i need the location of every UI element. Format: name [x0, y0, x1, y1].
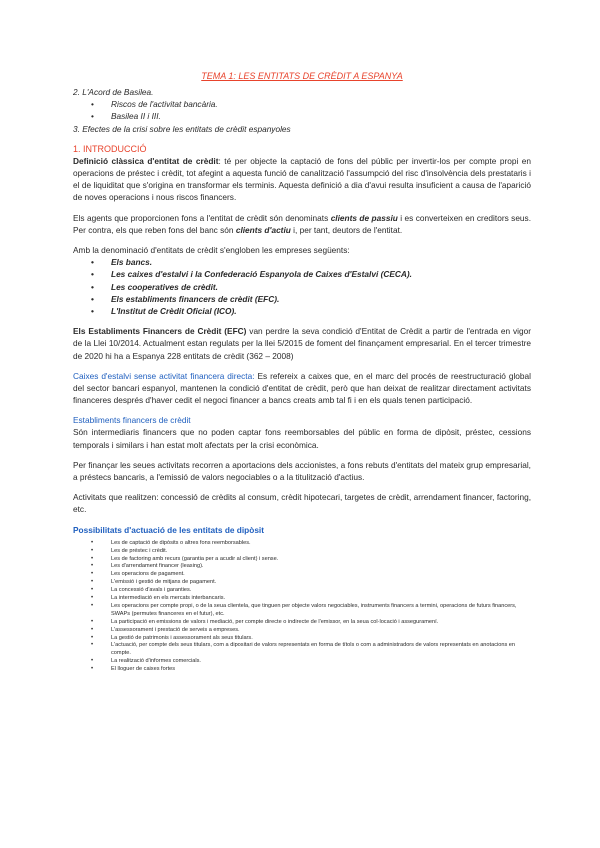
list-item: • Els establiments financers de crèdit (EFC). [73, 293, 531, 305]
entities-intro: Amb la denominació d'entitats de crèdit s'engloben les empreses següents: [73, 245, 350, 256]
list-item: • La concessió d'avals i garanties. [73, 587, 531, 595]
list-item: • La gestió de patrimonis i assessorament als seus titulars. [73, 635, 531, 643]
clients-paragraph [73, 212, 531, 236]
list-item: • Les operacions per compte propi, o de la seua clientela, que tinguen per objecte valors negociables, instruments financers a termini, operacions de futurs financers, SWAPs (permutes financeres en el futur), etc. [73, 603, 531, 619]
list-item: • L'actuació, per compte dels seus titulars, com a dipositari de valors representats en forma de títols o com a administradors de valors representats en anotacions en compte. [73, 642, 531, 658]
text-span: i, per tant, deutors de l'entitat. [290, 224, 403, 235]
toc-subitem: • Basilea II i III. [73, 110, 531, 122]
efc-p1: Són intermediaris financers que no poden captar fons reemborsables del públic en forma de dipòsit, préstec, cessions temporals i similars i han estat molt afectats per la crisi econòmica. [73, 427, 531, 450]
efc-heading: Establiments financers de crèdit [73, 415, 191, 426]
definition-label: Definició clàssica d'entitat de crèdit [73, 155, 219, 166]
efc-p2: Per finançar les seues activitats recorren a aportacions dels accionistes, a fons rebuts d'entitats del mateix grup empresarial, a préstecs bancaris, a l'emissió de valors negociables o a la titulització d'actius. [73, 459, 531, 483]
toc-sublist [73, 98, 531, 122]
term-clients-actiu: clients d'actiu [235, 224, 291, 235]
list-item: • L'Institut de Crèdit Oficial (ICO). [73, 305, 531, 317]
entities-list [73, 256, 531, 317]
caixes-label: Caixes d'estalvi sense activitat financera directa: [73, 370, 255, 381]
list-item: • Les cooperatives de crèdit. [73, 281, 531, 293]
definition-text: : té per objecte la captació de fons del públic per invertir-los per compte propi en operacions de préstec i crèdit, tot afegint a aquesta funció de canalització l'assumpció del risc d'insolvència dels prestataris i el de liquiditat que s'origina en transformar els terminis. Aquesta definició a dia d'avui resulta insuficient a causa de l'aparició de noves operacions i nous riscos financers. [73, 155, 532, 203]
definition-paragraph [73, 155, 531, 204]
caixes-text: Es refereix a caixes que, en el marc del procés de reestructuració global del sector bancari espanyol, mantenen la condició d'entitat de crèdit, però que han deixat de realitzar directament activitats financeres després d'haver cedit el negoci financer a bancs creats amb tal fi i en els quals tenen participació. [73, 370, 531, 406]
list-item: • L'assessorament i prestació de serveis a empreses. [73, 627, 531, 635]
list-item: • La intermediació en els mercats interbancaris. [73, 595, 531, 603]
text-span: Els agents que proporcionen fons a l'entitat de crèdit són denominats [73, 212, 331, 223]
list-item: • La realització d'informes comercials. [73, 658, 531, 666]
term-clients-passiu: clients de passiu [330, 212, 398, 223]
toc-item-2: 2. L'Acord de Basilea. [73, 87, 154, 97]
caixes-paragraph [73, 370, 531, 407]
list-item: • Les operacions de pagament. [73, 571, 531, 579]
list-item: • Les de captació de dipòsits o altres fons reemborsables. [73, 540, 531, 548]
list-item: • Les caixes d'estalvi i la Confederació Espanyola de Caixes d'Estalvi (CECA). [73, 268, 531, 280]
list-item: • El lloguer de caixes fortes [73, 666, 531, 674]
efc-paragraph [73, 325, 531, 362]
document-title: TEMA 1: LES ENTITATS DE CRÈDIT A ESPANYA [201, 71, 403, 81]
toc-subitem: • Riscos de l'activitat bancària. [73, 98, 531, 110]
possibilitats-heading: Possibilitats d'actuació de les entitats de dipòsit [73, 524, 265, 535]
list-item: • Les de factoring amb recurs (garantia per a acudir al client) i sense. [73, 556, 531, 564]
possibilitats-list [73, 540, 531, 674]
list-item: • La participació en emissions de valors i mediació, per compte directe o indirecte de l'emissor, en la seua col·locació i asseguramení. [73, 619, 531, 627]
list-item: • L'emissió i gestió de mitjans de pagament. [73, 579, 531, 587]
efc-label: Els Establiments Financers de Crèdit (EFC) [73, 326, 247, 337]
document-page [73, 70, 531, 674]
list-item: • Els bancs. [73, 256, 531, 268]
section-heading-introduccio: 1. INTRODUCCIÓ [73, 143, 147, 154]
efc-text: van perdre la seva condició d'Entitat de Crèdit a partir de l'entrada en vigor de la Llei 10/2014. Actualment estan regulats per la llei 5/2015 de foment del finançament empresarial. En el tercer trimestre de 2020 hi ha a Espanya 228 entitats de crèdit (362 – 2008) [73, 326, 531, 361]
list-item: • Les de préstec i crèdit. [73, 548, 531, 556]
text-span: i es converteixen en creditors seus. Per contra, els que reben fons del banc són [73, 212, 531, 235]
list-item: • Les d'arrendament financer (leasing). [73, 563, 531, 571]
toc-item-3: 3. Efectes de la crisi sobre les entitats de crèdit espanyoles [73, 123, 291, 134]
efc-p3: Activitats que realitzen: concessió de crèdits al consum, crèdit hipotecari, targetes de crèdit, arrendament financer, factoring, etc. [73, 492, 531, 515]
